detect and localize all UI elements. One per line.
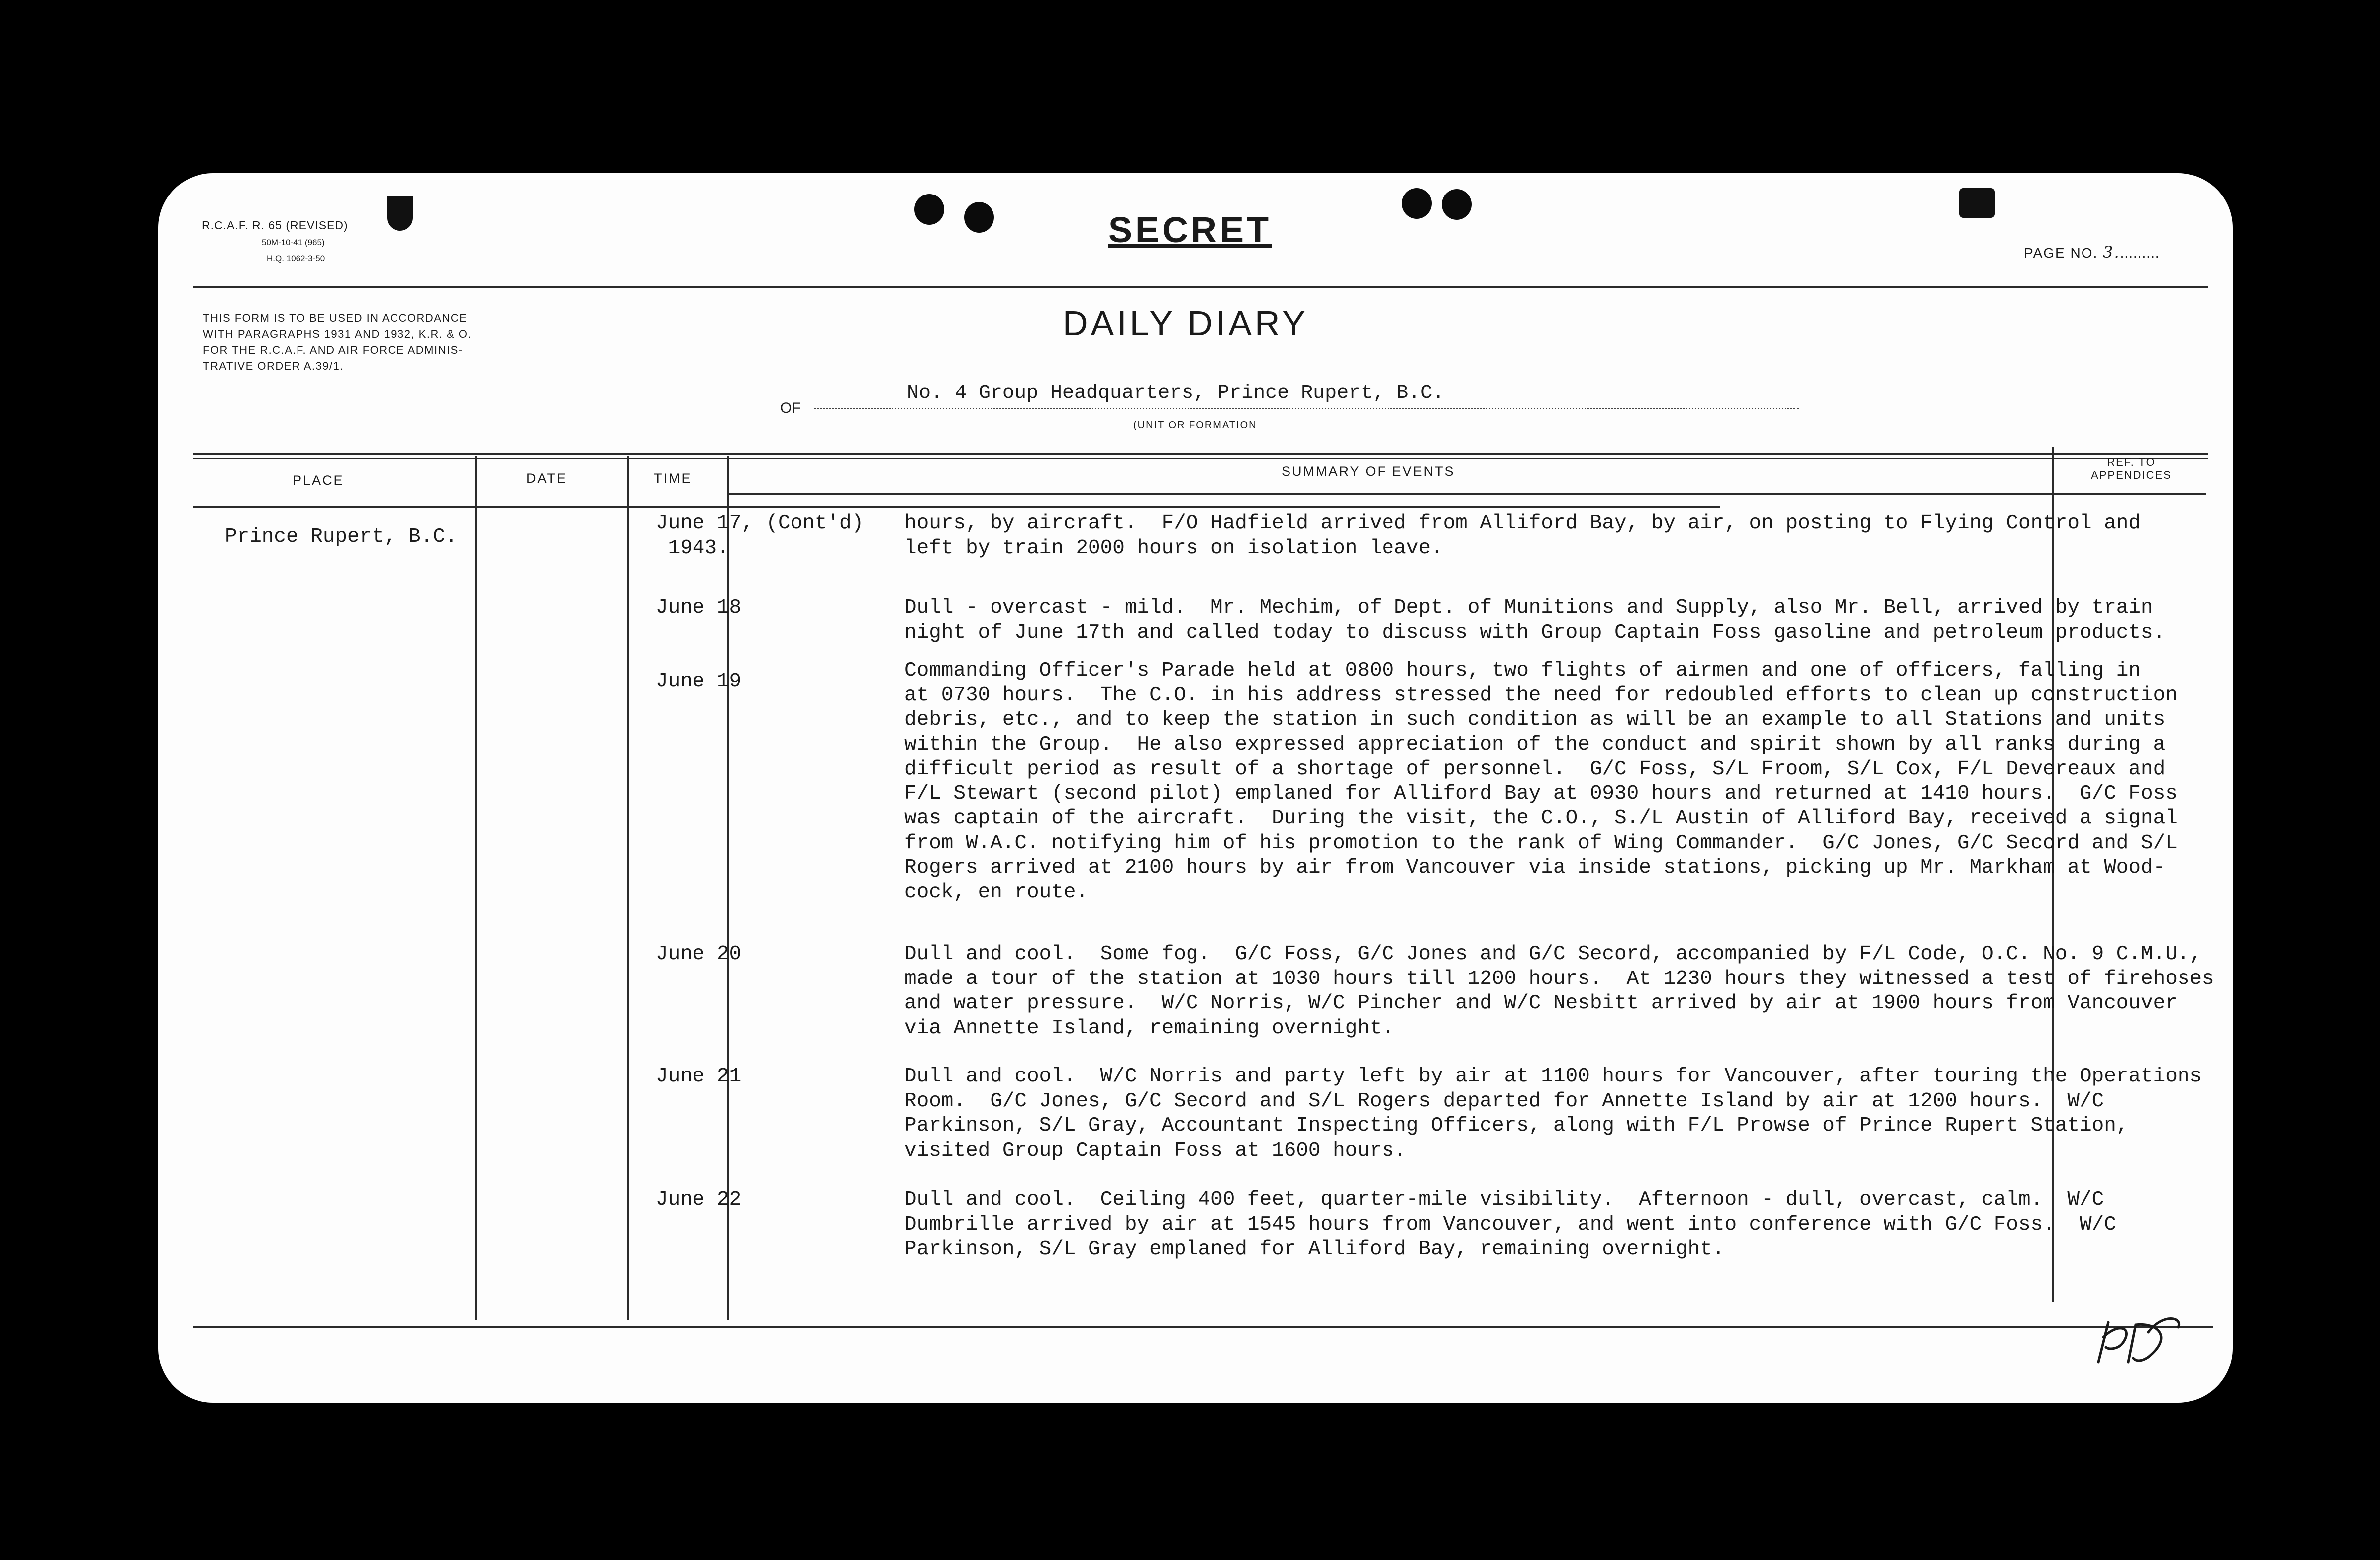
page-number: PAGE NO. 3.......... — [2024, 243, 2160, 262]
entry-date: June 21 — [656, 1065, 742, 1088]
entry-summary: Dull and cool. W/C Norris and party left by air at 1100 hours for Vancouver, after touring the Operations Room. G/C Jones, G/C Secord and S/L Rogers departed for Annette Island by air at 1200 hours. W/C Parkinson, S/L Gray, Accountant Inspecting Officers, along with F/L Prowse of Prince Rupert Station, visited Group Captain Foss at 1600 hours. — [904, 1065, 2202, 1162]
punch-hole — [1442, 189, 1472, 220]
punch-hole — [964, 202, 994, 233]
notice-line: FOR THE R.C.A.F. AND AIR FORCE ADMINIS- — [203, 344, 463, 356]
summary-column-header: SUMMARY OF EVENTS — [1282, 464, 1455, 479]
ref-header-line: APPENDICES — [2091, 469, 2172, 481]
page-number-value: 3. — [2103, 243, 2120, 262]
entry-date: June 17, (Cont'd) 1943. — [656, 512, 864, 560]
diary-form-card — [158, 173, 2233, 1403]
entry-date: June 20 — [656, 943, 742, 966]
of-label: OF — [780, 400, 801, 416]
entry-summary: Dull - overcast - mild. Mr. Mechim, of Dept. of Munitions and Supply, also Mr. Bell, arrived by train night of June 17th and called today to discuss with Group Captain Foss gasoline and petroleum products. — [904, 596, 2166, 644]
tab-mark — [1959, 188, 1995, 218]
date-column-header: DATE — [526, 471, 568, 486]
table-bottom-rule — [193, 1326, 2213, 1328]
form-notice — [203, 310, 472, 374]
notice-line: TRATIVE ORDER A.39/1. — [203, 360, 344, 372]
hq-code: H.Q. 1062-3-50 — [267, 254, 325, 263]
column-divider — [475, 456, 477, 1320]
table-top-rule-2 — [193, 458, 2208, 459]
handwritten-initials — [2088, 1302, 2188, 1377]
notice-line: WITH PARAGRAPHS 1931 AND 1932, K.R. & O. — [203, 328, 472, 340]
unit-name: No. 4 Group Headquarters, Prince Rupert, B.C. — [907, 382, 1445, 404]
header-rule — [193, 286, 2208, 288]
entry-date: June 19 — [656, 670, 742, 693]
print-code: 50M-10-41 (965) — [262, 238, 325, 247]
punch-hole — [914, 194, 944, 225]
form-number: R.C.A.F. R. 65 (REVISED) — [202, 219, 348, 232]
entry-summary: Dull and cool. Ceiling 400 feet, quarter-mile visibility. Afternoon - dull, overcast, calm. W/C Dumbrille arrived by air at 1545 hours from Vancouver, and went into conference with G/C Foss. W/C Parkinson, S/L Gray emplaned for Alliford Bay, remaining overnight. — [904, 1188, 2116, 1261]
classification-stamp: SECRET — [1108, 210, 1272, 250]
place-column-header: PLACE — [293, 473, 344, 488]
place-cell: Prince Rupert, B.C. — [225, 525, 458, 548]
column-header-rule — [193, 506, 1720, 508]
time-column-header: TIME — [654, 471, 692, 486]
column-divider — [627, 456, 629, 1320]
page-label: PAGE NO. — [2024, 245, 2098, 261]
ref-column-header — [2059, 456, 2204, 482]
unit-dotted-line — [814, 408, 1799, 409]
entry-summary: hours, by aircraft. F/O Hadfield arrived from Alliford Bay, by air, on posting to Flying Control and left by train 2000 hours on isolation leave. — [904, 512, 2141, 560]
table-top-rule — [193, 453, 2208, 455]
entry-summary: Dull and cool. Some fog. G/C Foss, G/C Jones and G/C Secord, accompanied by F/L Code, O.C. No. 9 C.M.U., made a tour of the station at 1030 hours till 1200 hours. At 1230 hours they witnessed a test of firehoses and water pressure. W/C Norris, W/C Pincher and W/C Nesbitt arrived by air at 1900 hours from Vancouver via Annette Island, remaining overnight. — [904, 943, 2214, 1040]
unit-caption: (UNIT OR FORMATION — [1133, 420, 1257, 431]
punch-hole — [1402, 188, 1432, 219]
entry-date: June 18 — [656, 596, 742, 619]
entry-summary: Commanding Officer's Parade held at 0800 hours, two flights of airmen and one of officers, falling in at 0730 hours. The C.O. in his address stressed the need for redoubled efforts to clean up construction debris, etc., and to keep the station in such condition as will be an example to all Stations and units within the Group. He also expressed appreciation of the conduct and spirit shown by all ranks during a difficult period as result of a shortage of personnel. G/C Foss, S/L Froom, S/L Cox, F/L Devereaux and F/L Stewart (second pilot) emplaned for Alliford Bay at 0930 hours and returned at 1410 hours. G/C Foss was captain of the aircraft. During the visit, the C.O., S./L Austin of Alliford Bay, received a signal from W.A.C. notifying him of his promotion to the rank of Wing Commander. G/C Jones, G/C Secord and S/L Rogers arrived at 2100 hours by air from Vancouver via inside stations, picking up Mr. Markham at Wood- cock, en route. — [904, 659, 2178, 904]
notice-line: THIS FORM IS TO BE USED IN ACCORDANCE — [203, 312, 468, 324]
form-title: DAILY DIARY — [1063, 304, 1308, 343]
ref-header-line: REF. TO — [2107, 456, 2156, 468]
entry-date: June 22 — [656, 1188, 742, 1211]
summary-header-rule — [728, 493, 2206, 495]
tab-mark — [387, 196, 413, 231]
